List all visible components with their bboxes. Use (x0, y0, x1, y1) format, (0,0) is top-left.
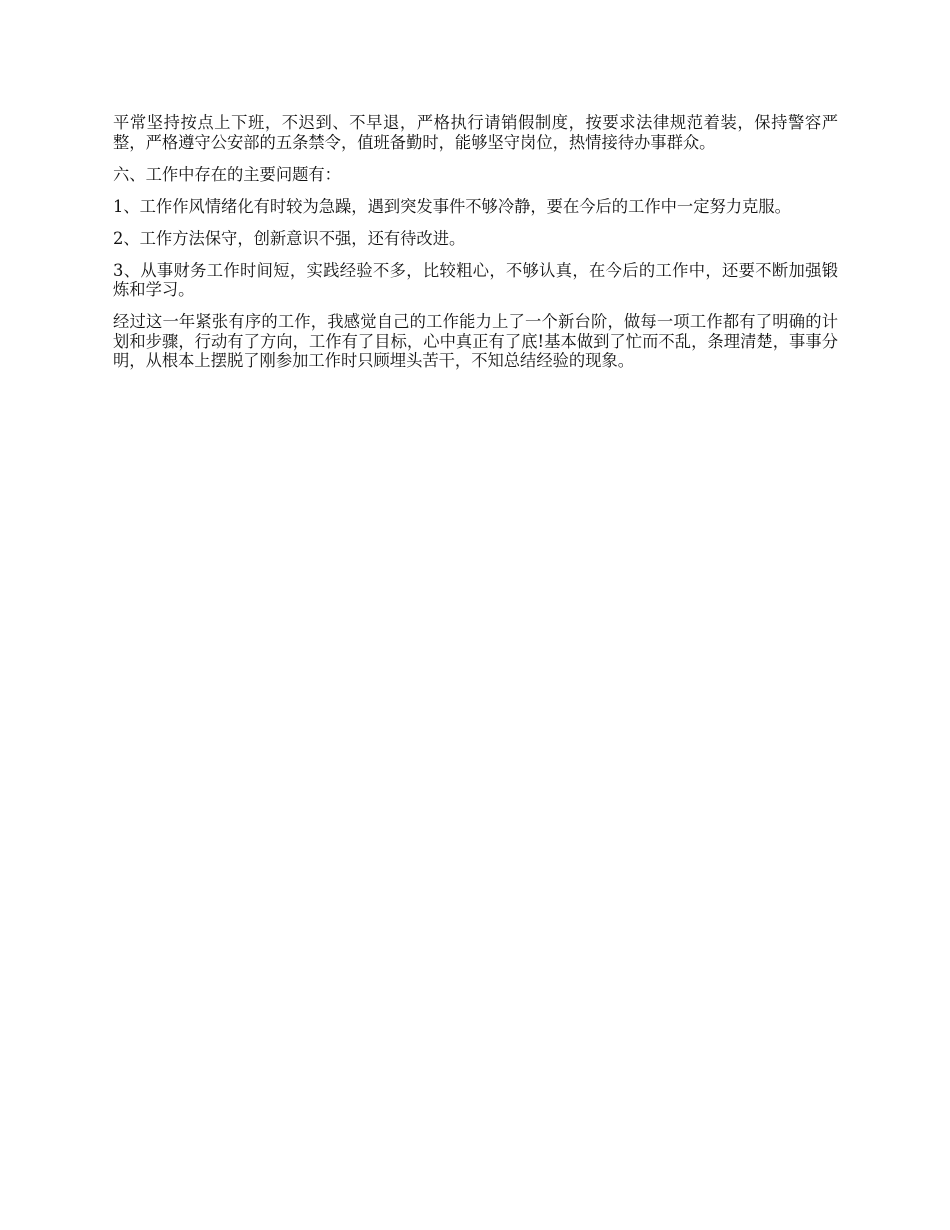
problem-item-3: 3、从事财务工作时间短，实践经验不多，比较粗心，不够认真，在今后的工作中，还要不断加强锻炼和学习。 (113, 260, 838, 299)
paragraph-attendance: 平常坚持按点上下班，不迟到、不早退，严格执行请销假制度，按要求法律规范着装，保持警容严整，严格遵守公安部的五条禁令，值班备勤时，能够坚守岗位，热情接待办事群众。 (113, 113, 838, 152)
document-body (113, 113, 838, 383)
problem-item-1: 1、工作作风情绪化有时较为急躁，遇到突发事件不够冷静，要在今后的工作中一定努力克服。 (113, 196, 791, 216)
section-heading-problems: 六、工作中存在的主要问题有： (113, 164, 341, 184)
paragraph-conclusion: 经过这一年紧张有序的工作，我感觉自己的工作能力上了一个新台阶，做每一项工作都有了明确的计划和步骤，行动有了方向，工作有了目标，心中真正有了底!基本做到了忙而不乱，条理清楚，事事分明，从根本上摆脱了刚参加工作时只顾埋头苦干，不知总结经验的现象。 (113, 312, 838, 370)
problem-item-2: 2、工作方法保守，创新意识不强，还有待改进。 (113, 228, 466, 248)
